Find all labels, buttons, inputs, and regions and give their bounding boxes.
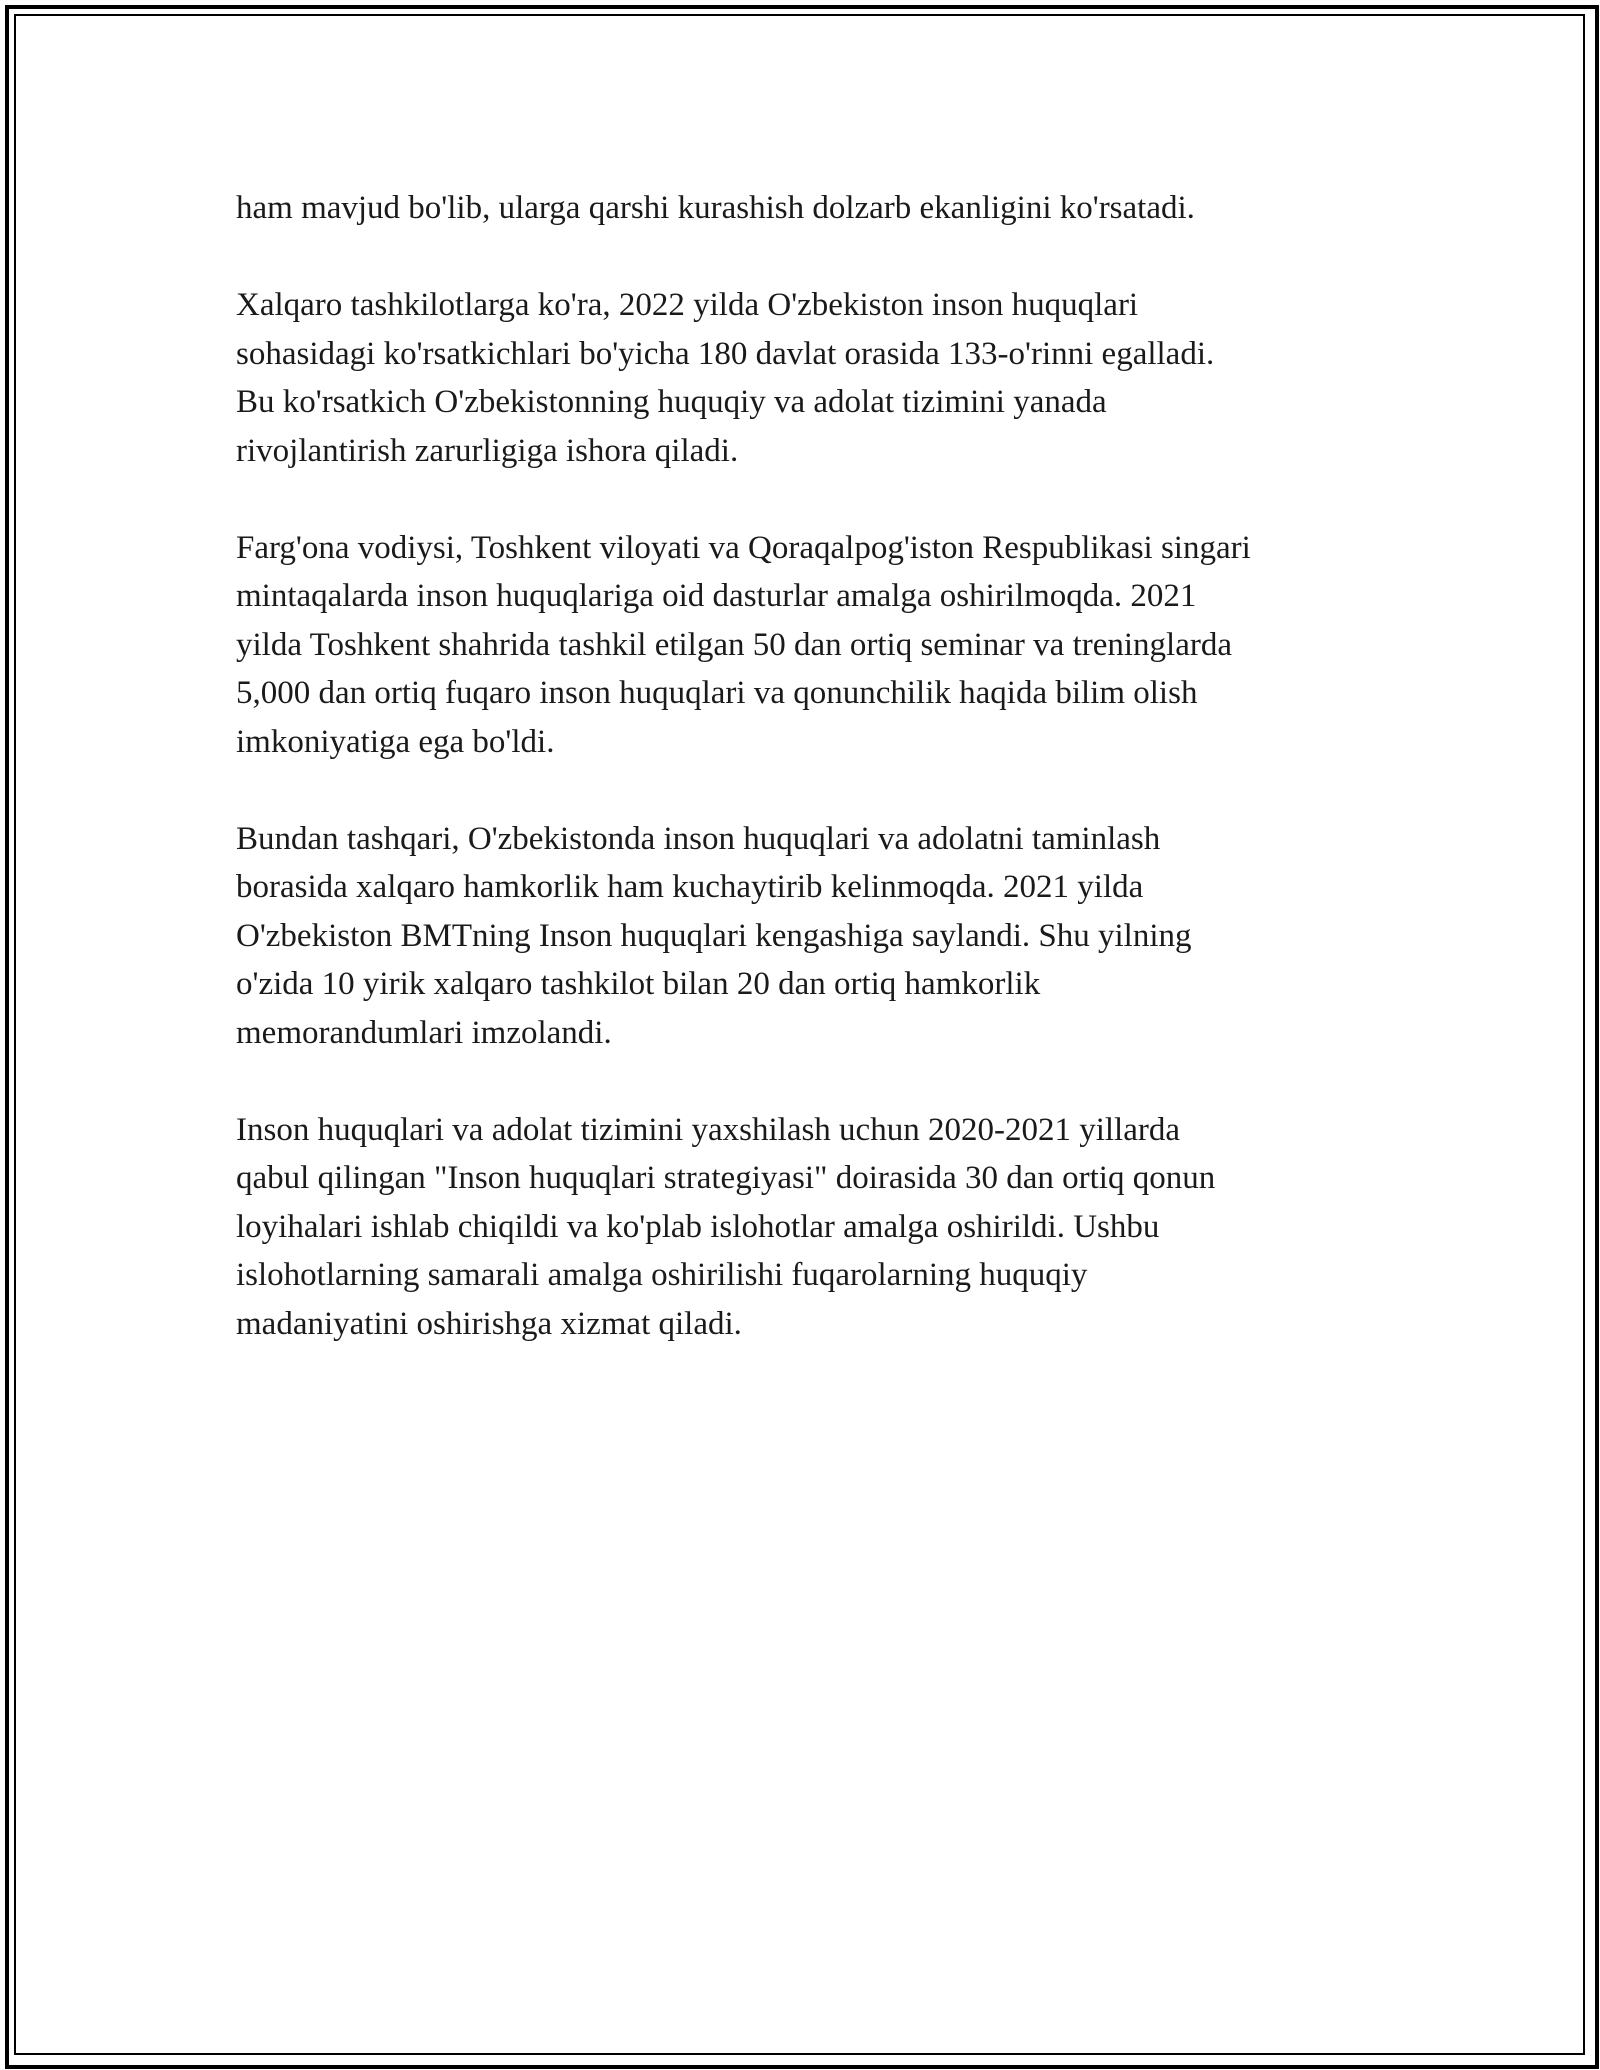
text-line: Bu ko'rsatkich O'zbekistonning huquqiy va adolat tizimini yanada	[236, 384, 1107, 420]
text-line: Inson huquqlari va adolat tizimini yaxshilash uchun 2020-2021 yillarda	[236, 1111, 1180, 1148]
text-line: yilda Toshkent shahrida tashkil etilgan 50 dan ortiq seminar va treninglarda	[236, 626, 1232, 663]
document-body	[236, 184, 1386, 1397]
text-line: O'zbekiston BMTning Inson huquqlari kengashiga saylandi. Shu yilning	[236, 917, 1192, 954]
text-line: mintaqalarda inson huquqlariga oid dasturlar amalga oshirilmoqda. 2021	[236, 578, 1197, 614]
text-line: o'zida 10 yirik xalqaro tashkilot bilan 20 dan ortiq hamkorlik	[236, 966, 1041, 1002]
text-line: Xalqaro tashkilotlarga ko'ra, 2022 yilda O'zbekiston inson huquqlari	[236, 287, 1139, 323]
text-line: Bundan tashqari, O'zbekistonda inson huquqlari va adolatni taminlash	[236, 820, 1161, 857]
paragraph-4	[236, 815, 1386, 1058]
text-line: islohotlarning samarali amalga oshirilishi fuqarolarning huquqiy	[236, 1257, 1088, 1293]
text-line: sohasidagi ko'rsatkichlari bo'yicha 180 davlat orasida 133-o'rinni egalladi.	[236, 335, 1215, 372]
paragraph-1	[236, 184, 1386, 233]
paragraph-5	[236, 1106, 1386, 1349]
text-line: madaniyatini oshirishga xizmat qiladi.	[236, 1305, 742, 1342]
text-line: imkoniyatiga ega bo'ldi.	[236, 723, 555, 760]
text-line: rivojlantirish zarurligiga ishora qiladi.	[236, 432, 739, 469]
text-line: memorandumlari imzolandi.	[236, 1014, 612, 1051]
text-line: borasida xalqaro hamkorlik ham kuchaytirib kelinmoqda. 2021 yilda	[236, 869, 1144, 905]
text-line: ham mavjud bo'lib, ularga qarshi kurashish dolzarb ekanligini ko'rsatadi.	[236, 190, 1195, 226]
paragraph-3	[236, 524, 1386, 767]
text-line: 5,000 dan ortiq fuqaro inson huquqlari va qonunchilik haqida bilim olish	[236, 675, 1198, 711]
text-line: loyihalari ishlab chiqildi va ko'plab islohotlar amalga oshirildi. Ushbu	[236, 1208, 1160, 1245]
text-line: qabul qilingan "Inson huquqlari strategiyasi" doirasida 30 dan ortiq qonun	[236, 1160, 1216, 1196]
paragraph-2	[236, 281, 1386, 475]
text-line: Farg'ona vodiysi, Toshkent viloyati va Qoraqalpog'iston Respublikasi singari	[236, 529, 1251, 566]
